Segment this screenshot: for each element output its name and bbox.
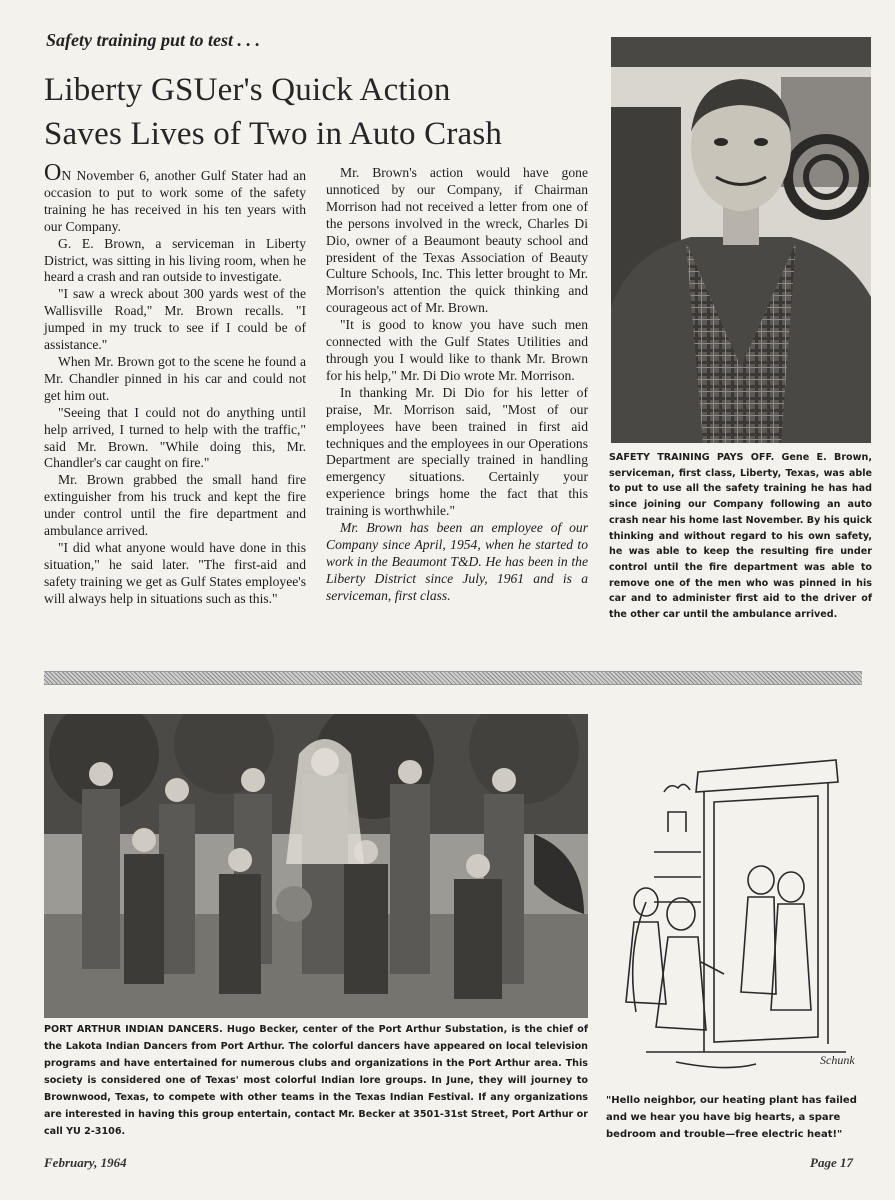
article-paragraph: "I saw a wreck about 300 yards west of the Wallisville Road," Mr. Brown recalls. "I jumped in my truck to see if I could be of assistance." bbox=[44, 286, 306, 353]
article-column-1 bbox=[44, 160, 306, 608]
footer-page-number: Page 17 bbox=[810, 1155, 853, 1170]
article-paragraph: Mr. Brown's action would have gone unnoticed by our Company, if Chairman Morrison had not received a letter from one of the persons involved in the wreck, Charles Di Dio, owner of a Beaumont beauty school and president of the Texas Association of Beauty Culture Schools, Inc. This letter brought to Mr. Morrison's attention the quick thinking and courageous act of Mr. Brown. bbox=[326, 165, 588, 316]
footer-date: February, 1964 bbox=[44, 1155, 127, 1170]
kicker: Safety training put to test . . . bbox=[46, 30, 261, 50]
article-paragraph: G. E. Brown, a serviceman in Liberty District, was sitting in his living room, when he heard a crash and ran outside to investigate. bbox=[44, 235, 306, 285]
article-paragraph: Mr. Brown grabbed the small hand fire extinguisher from his truck and kept the fire under control until the fire department and ambulance arrived. bbox=[44, 472, 306, 539]
dancers-caption: PORT ARTHUR INDIAN DANCERS. Hugo Becker, center of the Port Arthur Substation, is the chief of the Lakota Indian Dancers from Port Arthur. The colorful dancers have appeared on local television programs and have entertained for numerous clubs and organizations in the Port Arthur area. This society is considered one of Texas' most colorful Indian lore groups. In June, they will journey to Brownwood, Texas, to compete with other teams in the Texas Indian Festival. If any organizations are interested in having this group entertain, contact Mr. Becker at 3501-31st Street, Port Arthur or call YU 2-3106. bbox=[44, 1024, 588, 1137]
drop-cap: O bbox=[44, 160, 62, 186]
article-paragraph: ON November 6, another Gulf Stater had an occasion to put to work some of the safety training he has received in his ten years with our Company. bbox=[44, 160, 306, 234]
article-paragraph: "It is good to know you have such men connected with the Gulf States Utilities and through you I would like to thank Mr. Brown for his help," Mr. Di Dio wrote Mr. Morrison. bbox=[326, 317, 588, 383]
article-paragraph-italic: Mr. Brown has been an employee of our Company since April, 1954, when he started to work in the Beaumont T&D. He has been in the Liberty District since July, 1961 and is a serviceman, first class. bbox=[326, 520, 588, 603]
headline-line-1: Liberty GSUer's Quick Action bbox=[44, 72, 451, 108]
article-paragraph: When Mr. Brown got to the scene he found a Mr. Chandler pinned in his car and could not get him out. bbox=[44, 353, 306, 403]
article-column-2 bbox=[326, 165, 588, 605]
indian-dancers-photo bbox=[44, 714, 588, 1018]
section-divider bbox=[44, 671, 862, 685]
headline bbox=[44, 68, 604, 156]
portrait-photo bbox=[611, 37, 871, 443]
article-paragraph: "I did what anyone would have done in this situation," he said later. "The first-aid and safety training we get as Gulf States employee's will always help in situations such as this." bbox=[44, 539, 306, 606]
cartoon-illustration bbox=[606, 752, 871, 1080]
cartoon-signature: Schunk bbox=[820, 1053, 855, 1067]
cartoon-caption: "Hello neighbor, our heating plant has failed and we hear you have big hearts, a spare bedroom and trouble—free electric heat!" bbox=[606, 1095, 857, 1140]
article-paragraph: In thanking Mr. Di Dio for his letter of praise, Mr. Morrison said, "Most of our employees have been trained in first aid techniques and the employees in our Operations Department are specially trained in handling emergency situations. Certainly your experience brings home the fact that this training is worthwhile." bbox=[326, 384, 588, 519]
portrait-caption: SAFETY TRAINING PAYS OFF. Gene E. Brown, serviceman, first class, Liberty, Texas, was able to put to use all the safety training he has had since joining our Company following an auto crash near his home last November. By his quick thinking and without regard to his own safety, he was able to keep the resulting fire under control until the fire department was able to remove one of the men who was pinned in his car and to administer first aid to the driver of the other car until the ambulance arrived. bbox=[609, 452, 872, 621]
article-paragraph: "Seeing that I could not do anything until help arrived, I turned to help with the traffic," said Mr. Brown. "While doing this, Mr. Chandler's car caught on fire." bbox=[44, 404, 306, 471]
headline-line-2: Saves Lives of Two in Auto Crash bbox=[44, 116, 503, 152]
